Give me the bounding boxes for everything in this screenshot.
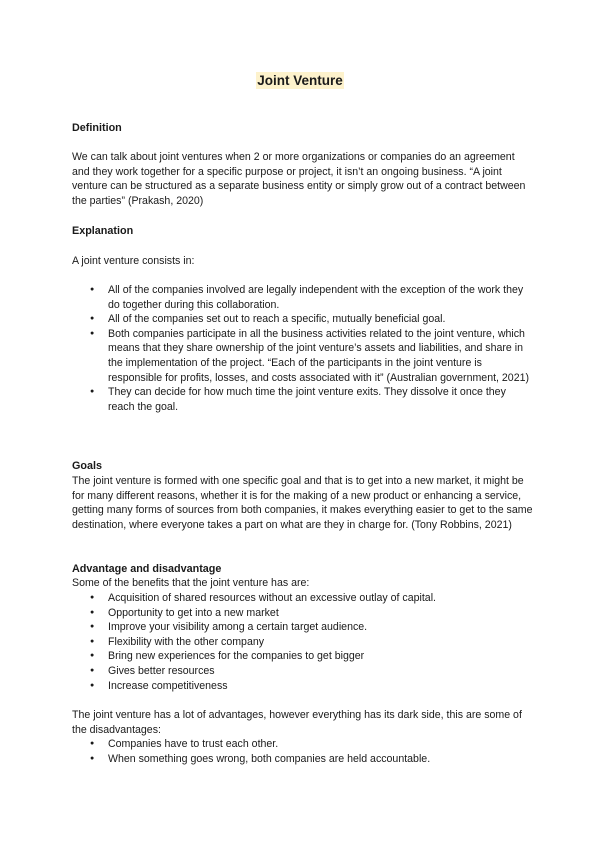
list-item: ● Bring new experiences for the companies to get bigger [90, 649, 530, 664]
disadvantages-intro: The joint venture has a lot of advantages, however everything has its dark side, this are some of the disadvantages: [72, 709, 522, 736]
list-item: ● Gives better resources [90, 664, 530, 679]
list-item: ● When something goes wrong, both companies are held accountable. [90, 752, 530, 767]
title-wrap [0, 72, 600, 90]
list-item: ● Acquisition of shared resources without an excessive outlay of capital. [90, 591, 530, 606]
definition-paragraph: We can talk about joint ventures when 2 or more organizations or companies do an agreement and they work together for a specific purpose or project, it isn’t an ongoing business. “A joint venture can be structured as a separate business entity or simply grow out of a contract between the parties” (Prakash, 2020) [72, 151, 526, 207]
document-title: Joint Venture [257, 73, 343, 88]
list-item: ● Improve your visibility among a certain target audience. [90, 620, 530, 635]
list-item: ● Opportunity to get into a new market [90, 606, 530, 621]
list-item: ● All of the companies set out to reach a specific, mutually beneficial goal. [90, 312, 530, 327]
definition-heading: Definition [72, 122, 122, 134]
list-item: ● All of the companies involved are legally independent with the exception of the work they do together during this collaboration. [90, 283, 530, 312]
explanation-intro: A joint venture consists in: [72, 255, 195, 267]
list-item: ● Increase competitiveness [90, 679, 530, 694]
advantages-heading: Advantage and disadvantage [72, 563, 222, 575]
explanation-heading: Explanation [72, 225, 134, 237]
goals-paragraph: The joint venture is formed with one specific goal and that is to get into a new market, it might be for many different reasons, whether it is for the making of a new product or enhancing a service, getting many forms of sources from both companies, it makes everything easier to get to the same destination, where everyone takes a part on what are they in charge for. (Tony Robbins, 2021) [72, 475, 533, 531]
advantages-list [90, 591, 530, 693]
disadvantages-list [90, 737, 530, 766]
advantages-intro: Some of the benefits that the joint venture has are: [72, 577, 310, 589]
list-item: ● Both companies participate in all the business activities related to the joint venture, which means that they share ownership of the joint venture’s assets and liabilities, and share in the implementation of the project. “Each of the participants in the joint venture is responsible for profits, losses, and costs associated with it” (Australian government, 2021) [90, 327, 530, 385]
list-item: ● Flexibility with the other company [90, 635, 530, 650]
list-item: ● They can decide for how much time the joint venture exits. They dissolve it once they reach the goal. [90, 385, 530, 414]
goals-heading: Goals [72, 460, 103, 472]
explanation-list [90, 283, 530, 414]
list-item: ● Companies have to trust each other. [90, 737, 530, 752]
